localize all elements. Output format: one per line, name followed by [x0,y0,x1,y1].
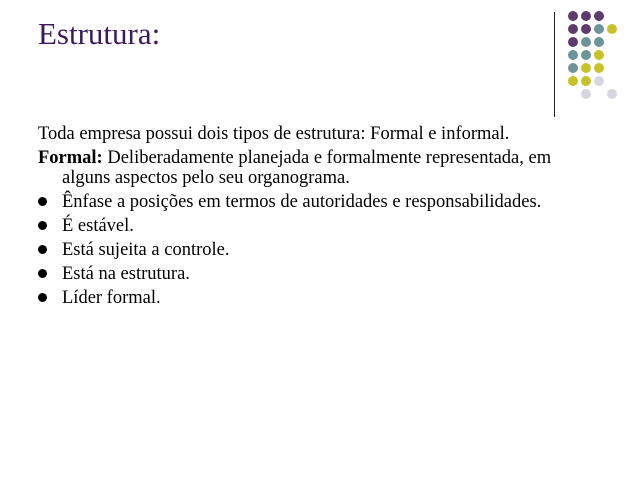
dot-olive [594,63,604,73]
bullet-icon [38,269,47,278]
dot-grey [607,89,617,99]
dot-teal [594,24,604,34]
dot-teal [581,50,591,60]
dot-teal [568,50,578,60]
bullet-icon [38,245,47,254]
bullet-icon [38,197,47,206]
dot-olive [581,63,591,73]
dot-grey [594,76,604,86]
dot-purple [568,24,578,34]
slide-body [38,124,598,312]
dot-purple [594,11,604,21]
list-item [38,192,598,212]
list-item [38,288,598,308]
dot-grey [581,89,591,99]
dot-purple [568,37,578,47]
bullet-icon [38,221,47,230]
dot-purple [581,11,591,21]
list-item [38,216,598,236]
formal-paragraph [38,148,598,188]
list-item-text: Ênfase a posições em termos de autoridades e responsabilidades. [62,192,542,212]
dot-olive [594,50,604,60]
bullet-list [38,192,598,308]
list-item-text: Líder formal. [62,288,161,308]
title-divider [554,12,555,117]
dot-purple [568,11,578,21]
list-item-text: É estável. [62,216,134,236]
slide-title: Estrutura: [38,16,161,51]
dot-teal [594,37,604,47]
intro-paragraph: Toda empresa possui dois tipos de estrutura: Formal e informal. [38,124,510,144]
dot-teal [568,63,578,73]
dot-olive [568,76,578,86]
list-item [38,240,598,260]
list-item [38,264,598,284]
list-item-text: Está na estrutura. [62,264,190,284]
dot-olive [581,76,591,86]
dot-purple [581,24,591,34]
formal-label: Formal: [38,148,103,168]
formal-description: Deliberadamente planejada e formalmente representada, em alguns aspectos pelo seu organograma. [62,148,552,188]
dot-olive [607,24,617,34]
bullet-icon [38,293,47,302]
list-item-text: Está sujeita a controle. [62,240,230,260]
dot-teal [581,37,591,47]
